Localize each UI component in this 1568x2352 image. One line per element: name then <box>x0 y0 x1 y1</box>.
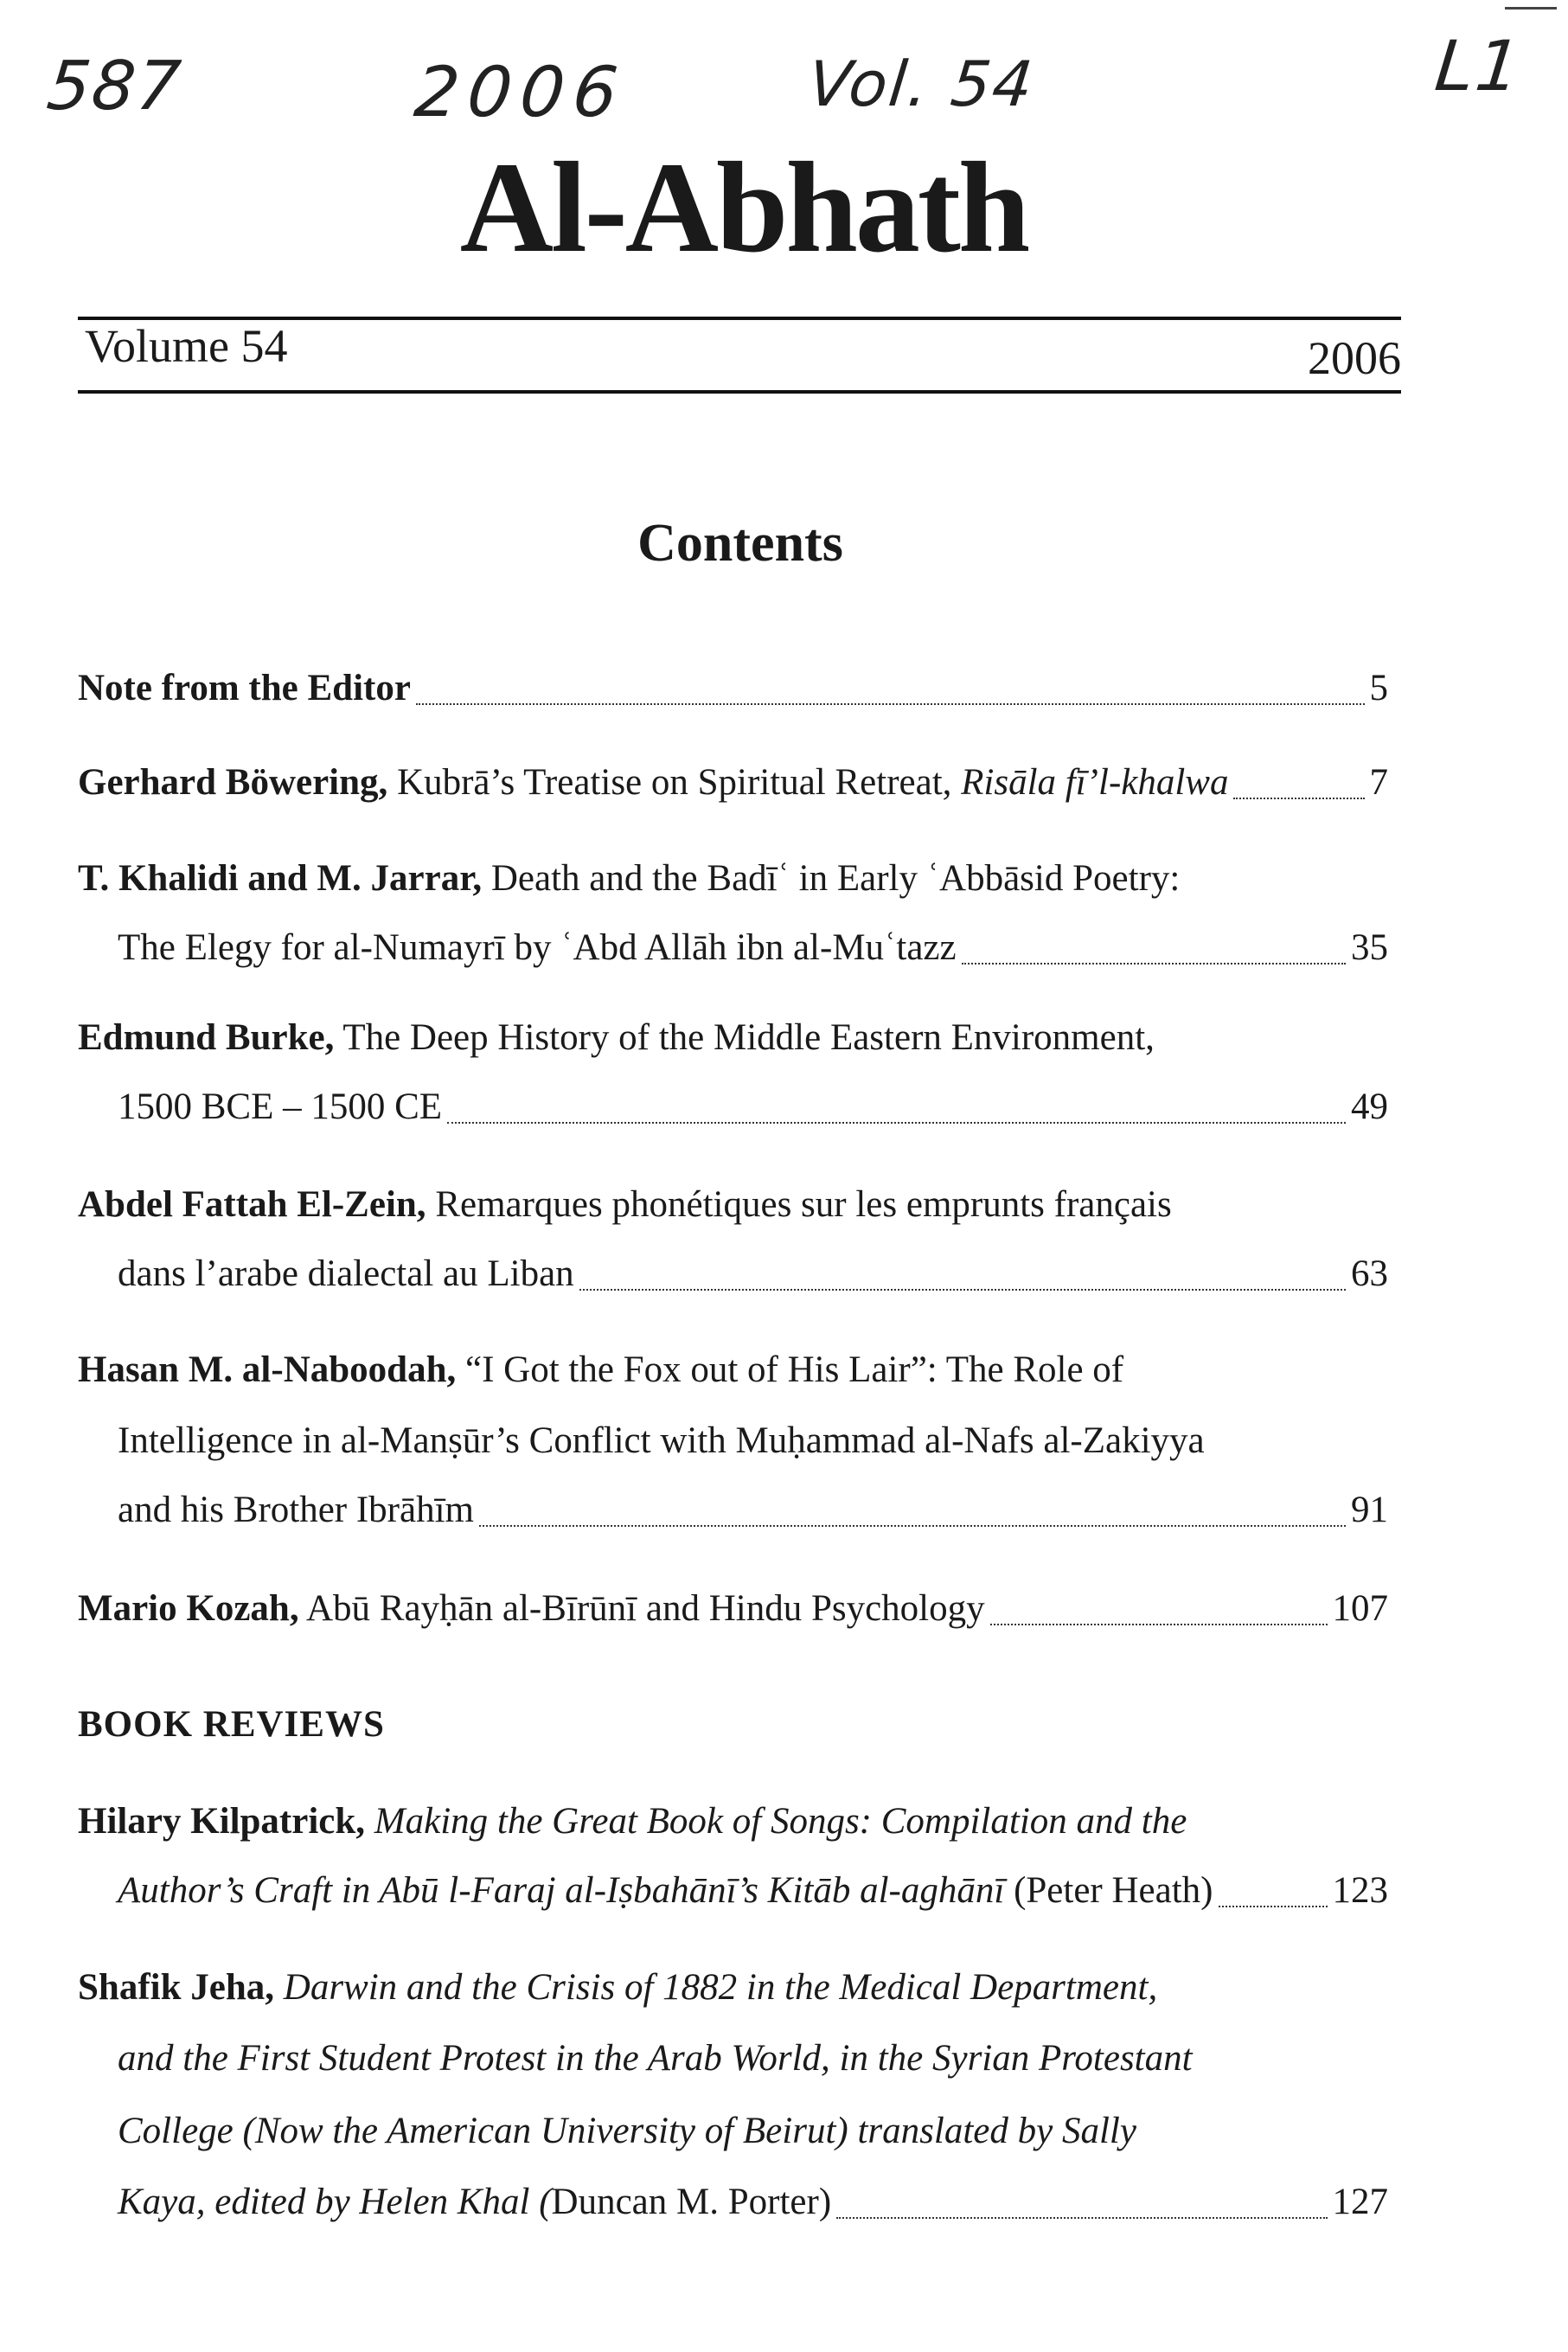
page-number: 127 <box>1332 2182 1388 2222</box>
entry-author: Shafik Jeha, <box>78 1967 275 2008</box>
page-number: 107 <box>1332 1588 1388 1629</box>
entry-title: The Deep History of the Middle Eastern Environment, <box>334 1017 1155 1058</box>
toc-entry-kozah[interactable] <box>78 1585 1388 1633</box>
volume-year: 2006 <box>1308 332 1401 384</box>
review-entry-jeha-cont2[interactable] <box>118 2107 1388 2156</box>
entry-author: Hasan M. al-Naboodah, <box>78 1349 457 1390</box>
entry-title-italic: Making the Great Book of Songs: Compilation and the <box>365 1801 1187 1842</box>
entry-author: Mario Kozah, <box>78 1588 299 1629</box>
page-number: 49 <box>1351 1086 1388 1127</box>
page-number: 123 <box>1332 1870 1388 1911</box>
leader-dots <box>836 2217 1327 2219</box>
leader-dots <box>447 1122 1346 1124</box>
volume-label: Volume 54 <box>85 320 288 372</box>
toc-entry-al-naboodah[interactable] <box>78 1346 1388 1394</box>
entry-title: 1500 BCE – 1500 CE <box>118 1086 443 1127</box>
leader-dots <box>1233 798 1364 799</box>
toc-entry-burke-cont[interactable] <box>118 1083 1388 1131</box>
entry-title-italic: Author’s Craft in Abū l-Faraj al-Iṣbahānī’s Kitāb al-aghānī <box>118 1870 1005 1911</box>
entry-title: Intelligence in al-Manṣūr’s Conflict with Muḥammad al-Nafs al-Zakiyya <box>118 1420 1205 1461</box>
entry-author: T. Khalidi and M. Jarrar, <box>78 858 483 899</box>
toc-entry-al-naboodah-cont1[interactable] <box>118 1417 1388 1465</box>
entry-title-italic: College (Now the American University of Beirut) translated by Sally <box>118 2111 1136 2151</box>
entry-title: Remarques phonétiques sur les emprunts français <box>426 1184 1172 1225</box>
entry-title: Abū Rayḥān al-Bīrūnī and Hindu Psychology <box>298 1588 985 1629</box>
leader-dots <box>579 1289 1346 1291</box>
review-entry-kilpatrick-cont[interactable] <box>118 1867 1388 1915</box>
entry-title: “I Got the Fox out of His Lair”: The Role of <box>456 1349 1124 1390</box>
entry-title-italic: and the First Student Protest in the Arab World, in the Syrian Protestant <box>118 2038 1193 2079</box>
entry-title-italic: Kaya, edited by Helen Khal ( <box>118 2182 552 2222</box>
entry-title: Death and the Badīʿ in Early ʿAbbāsid Poetry: <box>482 858 1181 899</box>
entry-title: The Elegy for al-Numayrī by ʿAbd Allāh ibn al-Muʿtazz <box>118 927 957 968</box>
review-entry-jeha-cont3[interactable] <box>118 2178 1388 2227</box>
toc-entry-khalidi-jarrar[interactable] <box>78 855 1388 903</box>
entry-title-italic: Risāla fī’l-khalwa <box>961 762 1229 803</box>
toc-entry-al-naboodah-cont2[interactable] <box>118 1486 1388 1535</box>
review-entry-jeha-cont1[interactable] <box>118 2035 1388 2083</box>
volume-bottom-rule <box>78 390 1401 394</box>
leader-dots <box>962 963 1346 965</box>
book-reviews-heading: BOOK REVIEWS <box>78 1704 385 1745</box>
handwritten-number: 587 <box>43 48 186 125</box>
entry-title: and his Brother Ibrāhīm <box>118 1490 474 1530</box>
leader-dots <box>1219 1906 1328 1907</box>
toc-entry-bowering[interactable] <box>78 759 1388 807</box>
entry-reviewer: Duncan M. Porter) <box>551 2182 832 2222</box>
leader-dots <box>990 1624 1328 1625</box>
handwritten-year: 2006 <box>411 52 630 132</box>
toc-entry-el-zein-cont[interactable] <box>118 1250 1388 1298</box>
entry-author: Gerhard Böwering, <box>78 762 388 803</box>
toc-entry-khalidi-jarrar-cont[interactable] <box>118 924 1388 972</box>
top-right-line <box>1505 7 1557 10</box>
entry-title: dans l’arabe dialectal au Liban <box>118 1253 574 1294</box>
handwritten-mark: L1 <box>1431 26 1526 106</box>
handwritten-volume: Vol. 54 <box>804 48 1038 120</box>
entry-title: Kubrā’s Treatise on Spiritual Retreat, <box>387 762 962 803</box>
toc-entry-editor-note[interactable] <box>78 664 1388 713</box>
page-number: 5 <box>1369 668 1388 708</box>
contents-heading: Contents <box>637 514 843 573</box>
leader-dots <box>416 703 1365 705</box>
entry-author: Abdel Fattah El-Zein, <box>78 1184 426 1225</box>
leader-dots <box>479 1525 1346 1527</box>
page-number: 35 <box>1351 927 1388 968</box>
entry-author: Hilary Kilpatrick, <box>78 1801 366 1842</box>
page-number: 63 <box>1351 1253 1388 1294</box>
toc-entry-el-zein[interactable] <box>78 1181 1388 1229</box>
entry-author: Note from the Editor <box>78 668 411 708</box>
page-number: 91 <box>1351 1490 1388 1530</box>
entry-author: Edmund Burke, <box>78 1017 335 1058</box>
entry-reviewer: (Peter Heath) <box>1004 1870 1213 1911</box>
page-number: 7 <box>1369 762 1388 803</box>
journal-masthead: Al-Abhath <box>459 136 1028 279</box>
entry-title-italic: Darwin and the Crisis of 1882 in the Medical Department, <box>274 1967 1158 2008</box>
review-entry-jeha[interactable] <box>78 1964 1388 2012</box>
review-entry-kilpatrick[interactable] <box>78 1798 1388 1846</box>
toc-entry-burke[interactable] <box>78 1014 1388 1062</box>
